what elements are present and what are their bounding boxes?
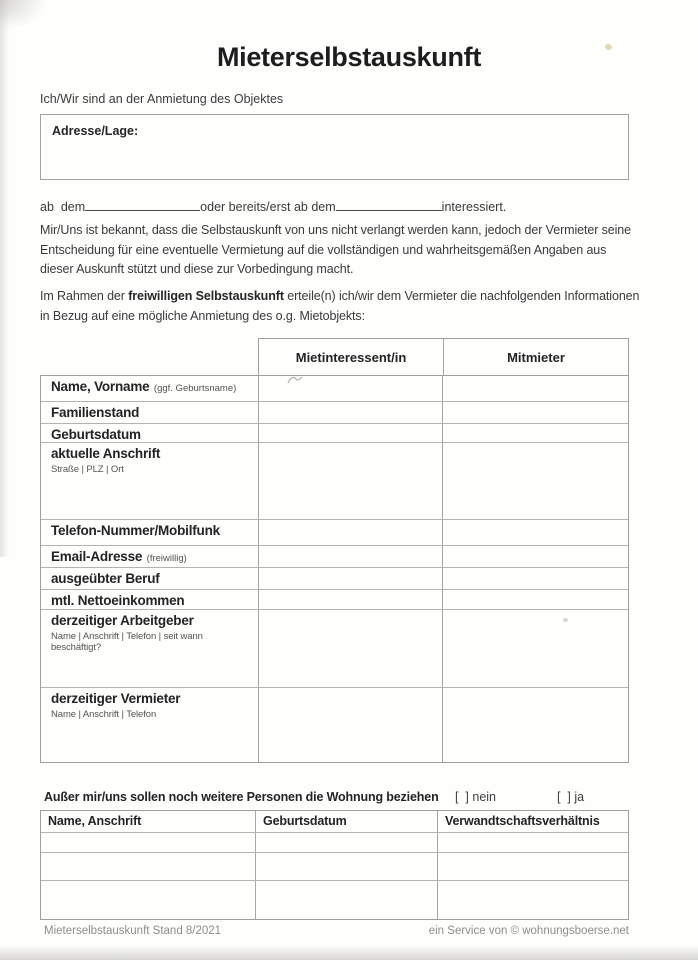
input-cell-verwandtschaft[interactable] [437,853,628,880]
further-persons-table [40,810,629,920]
column-header-mietinteressent: Mietinteressent/in [295,349,407,365]
checkbox-ja[interactable]: [ ] ja [557,790,585,804]
table-row-nettoeinkommen [41,590,628,610]
row-label-text: Telefon-Nummer/Mobilfunk [51,523,220,538]
input-cell-geburtsdatum[interactable] [255,833,437,852]
row-label-sub: Name | Anschrift | Telefon | seit wann beschäftigt? [51,631,203,653]
row-label [41,443,258,519]
input-cell-mietinteressent[interactable] [258,424,442,442]
column-header-mitmieter: Mitmieter [443,339,628,375]
row-label [41,520,258,545]
persons-table-row [41,833,628,853]
address-field-label: Adresse/Lage: [52,124,139,138]
input-cell-mietinteressent[interactable] [258,590,442,609]
column-header-name-anschrift: Name, Anschrift [48,814,142,828]
input-cell-name[interactable] [41,853,255,880]
date-line-part1: ab dem [40,200,86,214]
row-label-text: aktuelle Anschrift [51,446,161,461]
input-cell-mitmieter[interactable] [442,443,628,519]
input-cell-mitmieter[interactable] [442,610,628,687]
input-cell-mietinteressent[interactable] [258,443,442,519]
input-cell-geburtsdatum[interactable] [255,881,437,919]
input-cell-mitmieter[interactable] [442,590,628,609]
row-label-text: Geburtsdatum [51,427,141,442]
date-already-field[interactable] [336,198,442,211]
row-label-note: (freiwillig) [146,553,187,564]
row-label-text: derzeitiger Arbeitgeber [51,613,194,628]
row-label [41,424,258,442]
row-label [41,688,258,762]
input-cell-mitmieter[interactable] [442,402,628,423]
row-label-text: mtl. Nettoeinkommen [51,593,185,608]
applicant-table-header [258,338,629,375]
row-label-text: derzeitiger Vermieter [51,691,181,706]
row-label-text: Name, Vorname [51,379,150,394]
row-label-sub: Straße | PLZ | Ort [51,464,124,475]
voluntary-paragraph-suffix: erteile(n) ich/wir dem Vermieter die nachfolgenden Informationen in Bezug auf eine mögliche Anmietung des o.g. Mietobjekts: [40,289,640,323]
table-row-familienstand [41,402,628,424]
column-header-geburtsdatum: Geburtsdatum [255,811,437,832]
input-cell-verwandtschaft[interactable] [437,881,628,919]
scan-speck-artifact [563,618,568,622]
row-label [41,568,258,589]
input-cell-mitmieter[interactable] [442,688,628,762]
persons-table-header [41,811,628,833]
persons-table-row [41,853,628,881]
input-cell-mietinteressent[interactable] [258,520,442,545]
input-cell-mietinteressent[interactable] [258,568,442,589]
table-row-geburtsdatum [41,424,628,443]
persons-table-row [41,881,628,919]
table-row-telefon [41,520,628,546]
input-cell-mitmieter[interactable] [442,520,628,545]
date-line [40,198,506,214]
input-cell-mietinteressent[interactable] [258,610,442,687]
table-row-vermieter [41,688,628,762]
pen-mark-artifact [286,375,304,385]
input-cell-mietinteressent[interactable] [258,402,442,423]
input-cell-verwandtschaft[interactable] [437,833,628,852]
input-cell-mietinteressent[interactable] [258,546,442,567]
address-field[interactable] [40,114,629,180]
disclosure-notice-paragraph: Mir/Uns ist bekannt, dass die Selbstauskunft von uns nicht verlangt werden kann, jedoch der Vermieter seine Entscheidung für eine eventuelle Vermietung auf die vollständigen und wahrheitsgemäßen Angaben aus dieser Auskunft stützt und diese zur Vorbedingung macht. [40,223,632,276]
input-cell-mitmieter[interactable] [442,376,628,401]
input-cell-name[interactable] [41,833,255,852]
row-label-note: (ggf. Geburtsname) [153,383,237,394]
row-label [41,546,258,567]
table-row-name [41,376,628,402]
date-line-part3: interessiert. [441,200,507,214]
date-line-part2: oder bereits/erst ab dem [200,200,336,214]
column-header-verwandtschaft: Verwandtschaftsverhältnis [437,811,628,832]
input-cell-mietinteressent[interactable] [258,688,442,762]
table-row-anschrift [41,443,628,520]
voluntary-paragraph-bold: freiwilligen Selbstauskunft [128,289,284,303]
checkbox-nein[interactable]: [ ] nein [455,790,496,804]
row-label-text: Familienstand [51,405,140,420]
page-footer [44,925,629,937]
row-label [41,376,258,401]
table-row-beruf [41,568,628,590]
scan-edge-shadow [0,0,9,557]
scan-edge-shadow [0,945,698,960]
input-cell-mitmieter[interactable] [442,424,628,442]
further-persons-heading: Außer mir/uns sollen noch weitere Personen die Wohnung beziehen [44,790,439,804]
row-label-text: ausgeübter Beruf [51,571,160,586]
voluntary-paragraph-prefix: Im Rahmen der [40,289,129,303]
row-label-sub: Name | Anschrift | Telefon [51,709,157,720]
date-from-field[interactable] [85,198,200,211]
row-label [41,610,258,687]
row-label [41,590,258,609]
applicant-table-body [40,375,629,763]
voluntary-disclosure-paragraph [40,287,641,326]
footer-service-text: ein Service von © wohnungsboerse.net [428,925,629,937]
input-cell-mitmieter[interactable] [442,568,628,589]
table-row-arbeitgeber [41,610,628,688]
input-cell-name[interactable] [41,881,255,919]
page-title: Mieterselbstauskunft [216,42,482,72]
applicant-table [40,338,629,763]
input-cell-geburtsdatum[interactable] [255,853,437,880]
input-cell-mitmieter[interactable] [442,546,628,567]
row-label-text: Email-Adresse [51,549,143,564]
table-row-email [41,546,628,568]
footer-version-text: Mieterselbstauskunft Stand 8/2021 [44,925,222,937]
row-label [41,402,258,423]
intro-text: Ich/Wir sind an der Anmietung des Objektes [40,92,284,106]
further-persons-line [44,790,629,806]
